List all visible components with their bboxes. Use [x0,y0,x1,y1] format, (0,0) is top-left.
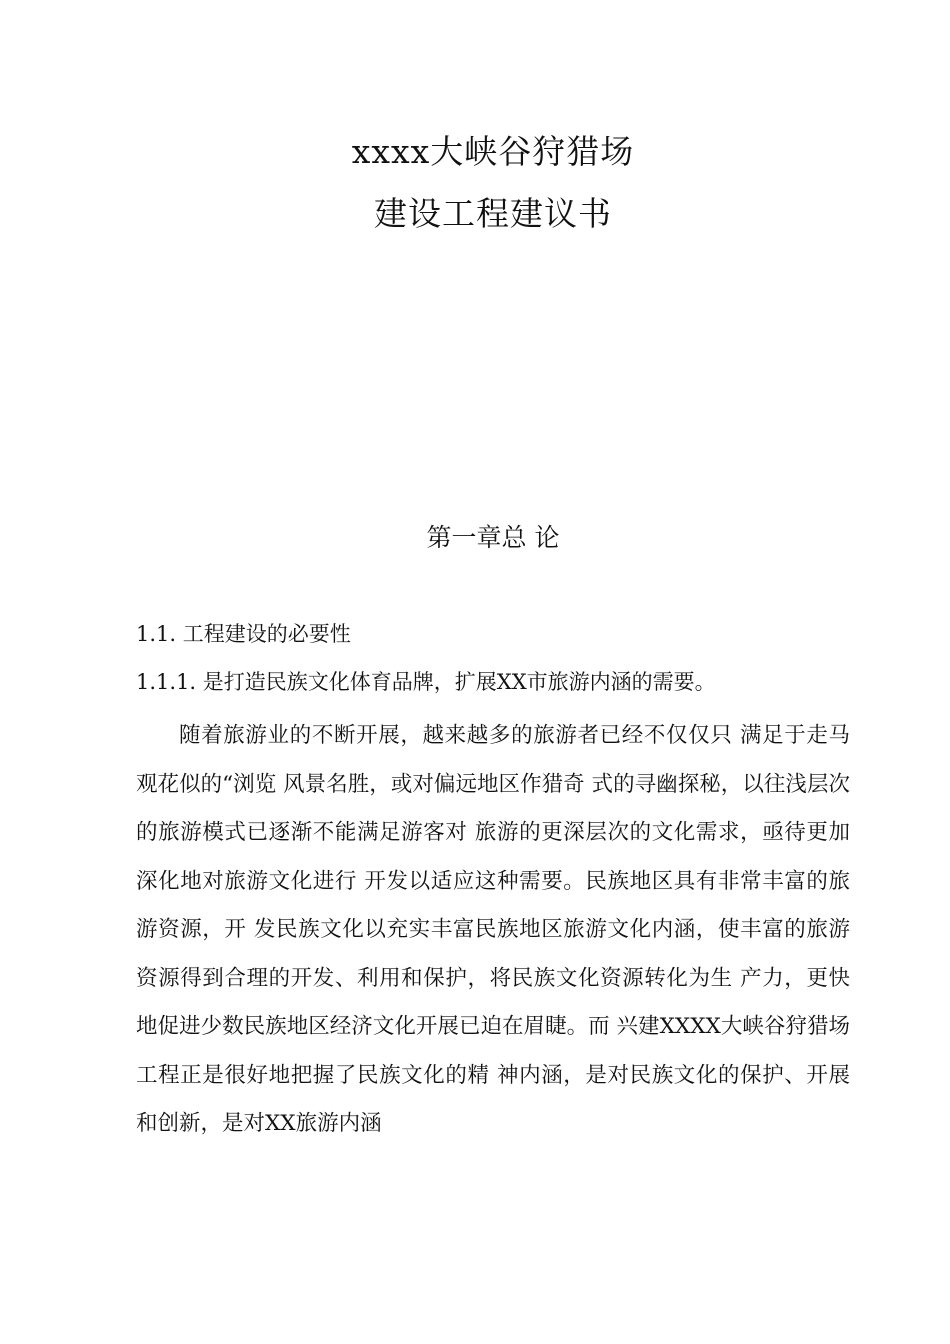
section-heading-1-1-1: 1.1.1. 是打造民族文化体育品牌，扩展XX市旅游内涵的需要。 [136,670,716,694]
body-paragraph: 随着旅游业的不断开展，越来越多的旅游者已经不仅仅只 满足于走马观花似的“浏览 风景名胜，或对偏远地区作猎奇 式的寻幽探秘，以往浅层次的旅游模式已逐渐不能满足游客对 旅游的更深层次的文化需求，亟待更加深化地对旅游文化进行 开发以适应这种需要。民族地区具有非常丰富的旅游资源，开 发民族文化以充实丰富民族地区旅游文化内涵，使丰富的旅游 资源得到合理的开发、利用和保护，将民族文化资源转化为生 产力，更快地促进少数民族地区经济文化开展已迫在眉睫。而 兴建XXXX大峡谷狩猎场工程正是很好地把握了民族文化的精 神内涵，是对民族文化的保护、开展和创新，是对XX旅游内涵 [136,723,850,1136]
document-title-line-1: xxxx大峡谷狩猎场 [351,132,635,171]
section-heading-1-1: 1.1. 工程建设的必要性 [136,622,351,646]
chapter-heading: 第一章总 论 [426,523,560,552]
document-title-line-2: 建设工程建议书 [374,194,612,233]
